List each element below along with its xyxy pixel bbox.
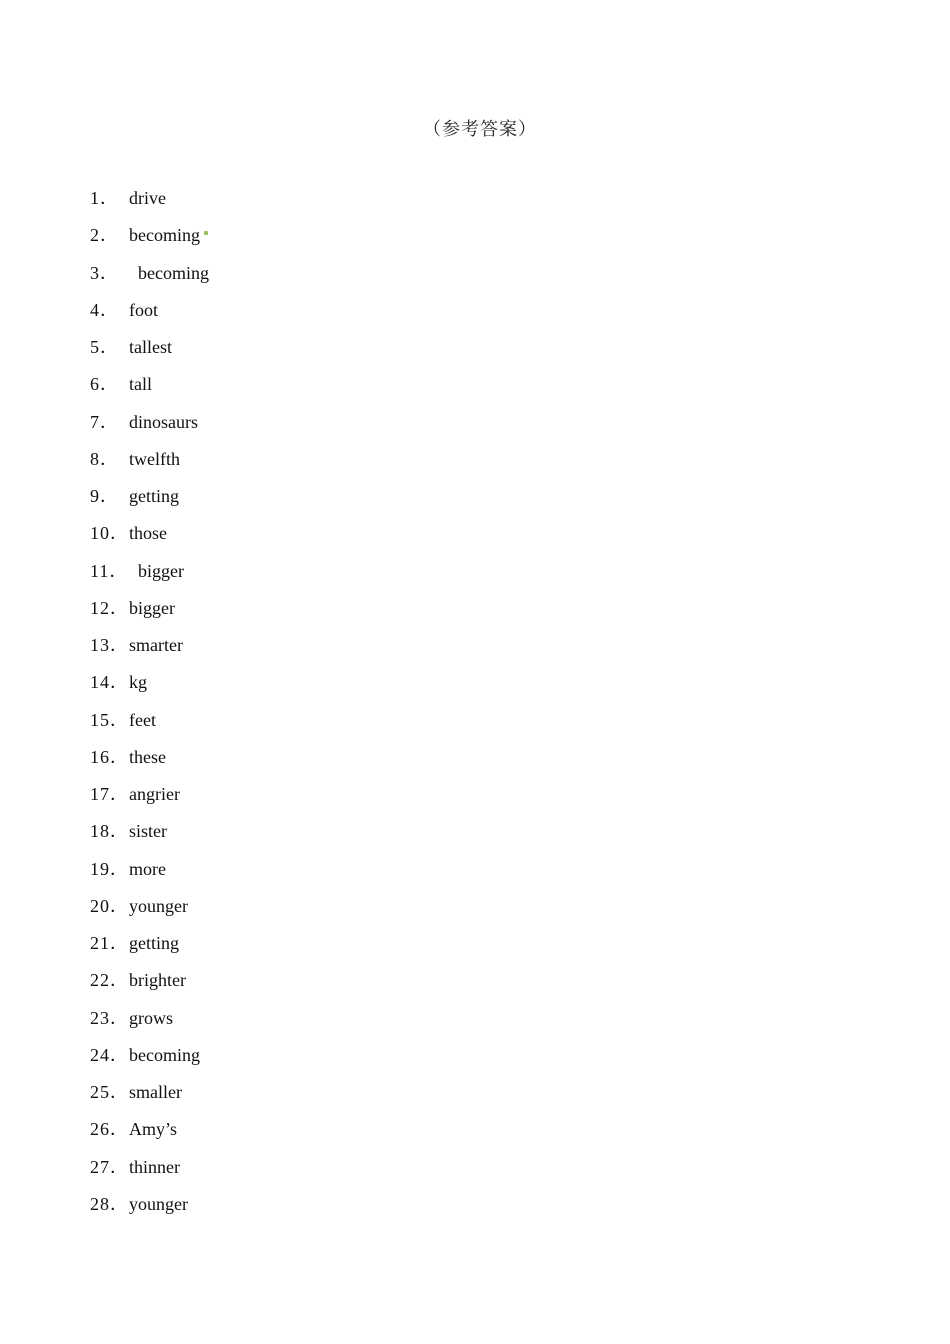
answer-item-28	[90, 1192, 209, 1229]
answer-item-17	[90, 782, 209, 819]
answer-number: 10．	[90, 523, 129, 544]
answer-text: bigger	[129, 597, 175, 618]
answer-text: drive	[129, 188, 166, 208]
answer-item-18	[90, 819, 209, 856]
answer-item-24	[90, 1043, 209, 1080]
answer-item-20	[90, 894, 209, 931]
answer-item-23	[90, 1006, 209, 1043]
answer-item-22	[90, 968, 209, 1005]
answer-number: 24．	[90, 1044, 129, 1065]
answer-number: 16．	[90, 746, 129, 767]
answer-number: 4．	[90, 299, 119, 320]
answer-item-6	[90, 372, 209, 409]
answer-text: twelfth	[129, 448, 180, 469]
answer-text: foot	[129, 299, 158, 320]
answer-number: 23．	[90, 1007, 129, 1028]
answer-number: 15．	[90, 709, 129, 730]
answer-text: becoming	[138, 262, 209, 283]
answer-number: 17．	[90, 784, 129, 804]
answer-item-7	[90, 410, 209, 447]
answer-number: 28．	[90, 1193, 129, 1214]
answer-item-10	[90, 521, 209, 558]
answer-number: 25．	[90, 1082, 129, 1102]
answer-text: Amy’s	[129, 1119, 178, 1140]
answer-item-13	[90, 633, 209, 670]
answer-text: tallest	[129, 337, 172, 357]
answer-text: grows	[129, 1007, 173, 1028]
comment-marker	[204, 231, 208, 235]
answer-list	[90, 186, 209, 1229]
page-title: （参考答案）	[423, 119, 537, 140]
answer-number: 22．	[90, 970, 129, 991]
answer-number: 26．	[90, 1119, 129, 1140]
answer-item-25	[90, 1080, 209, 1117]
answer-text: sister	[129, 821, 167, 842]
answer-text: younger	[129, 895, 188, 916]
answer-item-8	[90, 447, 209, 484]
answer-number: 19．	[90, 858, 129, 879]
answer-text: dinosaurs	[129, 411, 198, 432]
answer-item-11	[90, 559, 209, 596]
answer-text: thinner	[129, 1156, 180, 1177]
answer-text: those	[129, 523, 167, 544]
answer-item-19	[90, 857, 209, 894]
answer-number: 1．	[90, 188, 119, 208]
answer-text: younger	[129, 1193, 188, 1214]
answer-item-14	[90, 670, 209, 707]
answer-item-26	[90, 1117, 209, 1154]
answer-item-3	[90, 261, 209, 298]
answer-item-21	[90, 931, 209, 968]
answer-text: angrier	[129, 784, 180, 804]
answer-item-12	[90, 596, 209, 633]
answer-text: smaller	[129, 1082, 182, 1102]
answer-text: getting	[129, 933, 179, 953]
answer-number: 27．	[90, 1156, 129, 1177]
answer-text: feet	[129, 709, 156, 730]
answer-text: more	[129, 858, 166, 879]
answer-number: 3．	[90, 262, 119, 283]
answer-item-27	[90, 1155, 209, 1192]
answer-text: tall	[129, 374, 152, 395]
answer-item-4	[90, 298, 209, 335]
answer-text: bigger	[138, 560, 184, 581]
answer-text: becoming	[129, 1044, 200, 1065]
answer-number: 12．	[90, 597, 129, 618]
answer-number: 8．	[90, 448, 119, 469]
answer-number: 21．	[90, 933, 129, 953]
answer-item-16	[90, 745, 209, 782]
answer-text: smarter	[129, 635, 183, 655]
answer-number: 2．	[90, 225, 119, 246]
answer-item-9	[90, 484, 209, 521]
answer-number: 11．	[90, 560, 129, 581]
answer-text: becoming	[129, 225, 200, 246]
answer-number: 7．	[90, 411, 119, 432]
answer-number: 9．	[90, 486, 119, 506]
answer-number: 6．	[90, 374, 119, 395]
answer-item-15	[90, 708, 209, 745]
answer-item-1	[90, 186, 209, 223]
answer-item-5	[90, 335, 209, 372]
answer-item-2	[90, 223, 209, 260]
answer-number: 18．	[90, 821, 129, 842]
answer-text: these	[129, 746, 166, 767]
answer-text: brighter	[129, 970, 186, 991]
answer-number: 13．	[90, 635, 129, 655]
answer-number: 20．	[90, 895, 129, 916]
answer-text: kg	[129, 672, 147, 693]
answer-text: getting	[129, 486, 179, 506]
answer-number: 5．	[90, 337, 119, 357]
answer-number: 14．	[90, 672, 129, 693]
